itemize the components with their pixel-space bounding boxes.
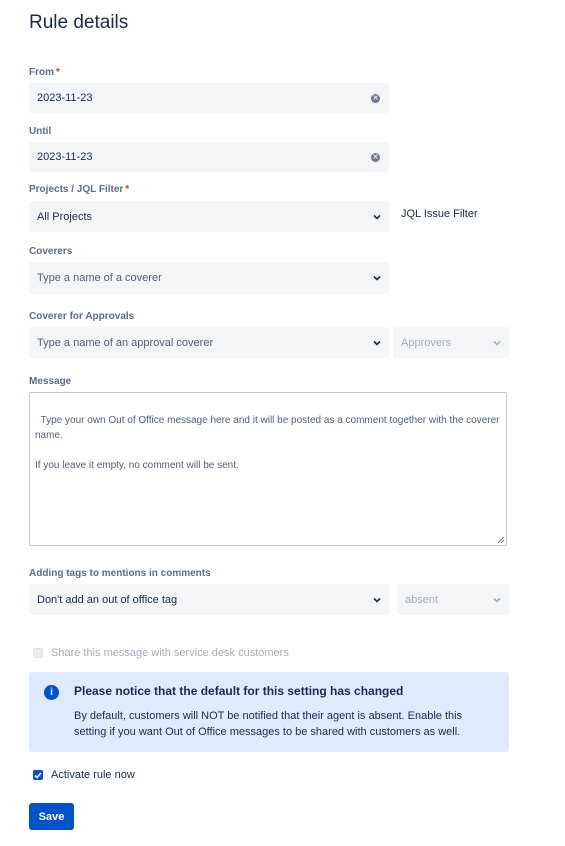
office-tag-value: Don't add an out of office tag <box>37 593 178 606</box>
projects-select[interactable] <box>29 201 389 232</box>
message-placeholder: Type your own Out of Office message here and it will be posted as a comment together with the coverer name. If you leave it empty, no comment will be sent. <box>35 415 500 471</box>
clear-icon[interactable]: ✕ <box>372 94 379 102</box>
chevron-down-icon <box>487 340 507 346</box>
check-icon <box>34 772 42 779</box>
approvers-select[interactable] <box>393 327 509 358</box>
page-title: Rule details <box>29 12 129 33</box>
coverers-select[interactable] <box>29 262 389 294</box>
until-date-value: 2023-11-23 <box>37 151 93 163</box>
required-marker: * <box>125 184 130 195</box>
from-label <box>29 67 60 79</box>
share-checkbox-label: Share this message with service desk customers <box>51 647 289 659</box>
activate-checkbox-label: Activate rule now <box>51 769 135 781</box>
notice-title: Please notice that the default for this setting has changed <box>74 684 404 698</box>
info-icon: i <box>44 685 59 700</box>
until-date-field[interactable] <box>29 142 389 172</box>
chevron-down-icon <box>367 275 387 281</box>
coverers-label: Coverers <box>29 246 73 257</box>
approvers-placeholder: Approvers <box>401 336 452 349</box>
projects-select-value: All Projects <box>37 210 93 223</box>
office-tag-select[interactable] <box>29 584 389 615</box>
save-button[interactable]: Save <box>29 803 74 830</box>
chevron-down-icon <box>367 214 387 220</box>
projects-label-text: Projects / JQL Filter <box>29 184 124 195</box>
until-label: Until <box>29 126 52 137</box>
activate-rule-row[interactable] <box>33 769 135 781</box>
share-checkbox[interactable] <box>33 648 43 658</box>
tags-label: Adding tags to mentions in comments <box>29 568 211 579</box>
required-marker: * <box>56 67 60 78</box>
coverers-placeholder: Type a name of a coverer <box>37 272 162 284</box>
tag-name-value: absent <box>405 593 439 606</box>
approval-coverer-placeholder: Type a name of an approval coverer <box>37 336 214 349</box>
from-date-value: 2023-11-23 <box>37 92 93 104</box>
chevron-down-icon <box>367 340 387 346</box>
resize-handle-icon[interactable] <box>497 536 505 544</box>
from-label-text: From <box>29 67 54 78</box>
from-date-field[interactable] <box>29 83 389 113</box>
clear-icon[interactable]: ✕ <box>372 153 379 161</box>
projects-label <box>29 184 129 196</box>
info-notice <box>29 672 509 752</box>
approvals-label: Coverer for Approvals <box>29 311 135 322</box>
activate-checkbox[interactable] <box>33 770 43 780</box>
share-with-customers-row[interactable] <box>33 647 289 659</box>
notice-body: By default, customers will NOT be notified that their agent is absent. Enable this setting if you want Out of Office messages to be shared with customers as well. <box>74 710 463 738</box>
message-textarea[interactable] <box>29 392 507 546</box>
chevron-down-icon <box>367 597 387 603</box>
chevron-down-icon <box>487 597 507 603</box>
approval-coverer-select[interactable] <box>29 327 389 358</box>
jql-issue-filter-link[interactable]: JQL Issue Filter <box>401 208 478 220</box>
tag-name-select[interactable] <box>397 584 509 615</box>
message-label: Message <box>29 376 72 387</box>
